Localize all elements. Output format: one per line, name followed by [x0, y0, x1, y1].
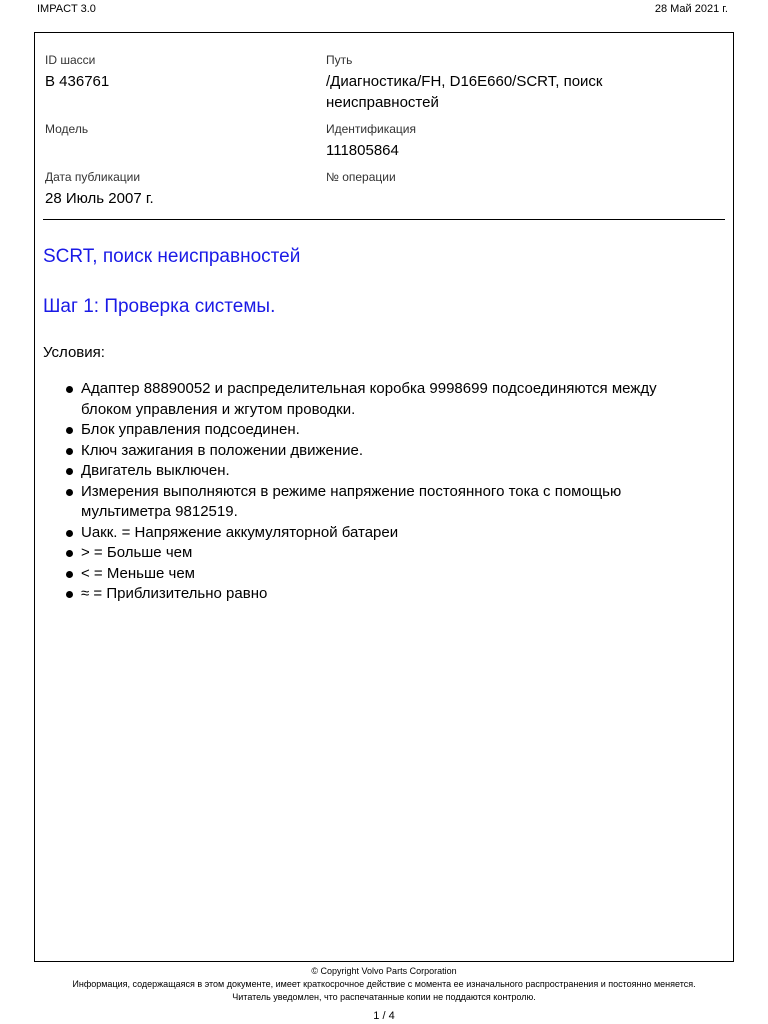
document-title: SCRT, поиск неисправностей: [43, 246, 301, 267]
operation-field: [326, 170, 396, 188]
list-item: [63, 482, 683, 523]
bullet-icon: [66, 571, 73, 578]
list-item-text: < = Меньше чем: [81, 564, 195, 582]
identification-value: 111805864: [326, 142, 399, 159]
identification-label: Идентификация: [326, 122, 416, 136]
document-frame: [34, 32, 734, 962]
operation-label: № операции: [326, 170, 396, 184]
conditions-label: Условия:: [43, 344, 105, 361]
list-item: [63, 379, 683, 420]
path-value: /Диагностика/FH, D16E660/SCRT, поиск неисправностей: [326, 73, 603, 111]
list-item: [63, 461, 683, 482]
identification-field: [326, 122, 416, 161]
app-name: IMPACT 3.0: [37, 3, 96, 15]
list-item: [63, 543, 683, 564]
bullet-icon: [66, 591, 73, 598]
step-heading: Шаг 1: Проверка системы.: [43, 296, 276, 317]
list-item-text: ≈ = Приблизительно равно: [81, 585, 268, 602]
list-item-text: Двигатель выключен.: [81, 462, 230, 479]
bullet-icon: [66, 489, 73, 496]
bullet-icon: [66, 427, 73, 434]
pub-date-field: [45, 170, 154, 209]
list-item-text: Блок управления подсоединен.: [81, 421, 300, 438]
list-item: [63, 420, 683, 441]
print-date: 28 Май 2021 г.: [654, 3, 728, 15]
list-item: [63, 523, 683, 544]
disclaimer-line-1: Информация, содержащаяся в этом документе, имеет краткосрочное действие с момента ее изначального распространения и постоянно меняется.: [72, 979, 696, 989]
bullet-icon: [66, 386, 73, 393]
list-item-text: Измерения выполняются в режиме напряжение постоянного тока с помощью мультиметра 9812519.: [81, 482, 622, 520]
list-item: [63, 564, 683, 585]
chassis-id-field: [45, 53, 109, 92]
header-divider: [43, 219, 725, 220]
list-item-text: Ключ зажигания в положении движение.: [81, 441, 364, 459]
chassis-id-value: B 436761: [45, 73, 110, 90]
bullet-icon: [66, 468, 73, 475]
bullet-icon: [66, 530, 73, 537]
list-item: [63, 441, 683, 462]
copyright: © Copyright Volvo Parts Corporation: [311, 966, 457, 976]
bullet-icon: [66, 550, 73, 557]
path-field: [326, 53, 646, 113]
model-label: Модель: [45, 122, 89, 136]
path-label: Путь: [326, 53, 353, 67]
pub-date-value: 28 Июль 2007 г.: [45, 190, 154, 207]
model-field: [45, 122, 88, 140]
chassis-id-label: ID шасси: [45, 53, 96, 67]
conditions-list: [63, 379, 683, 605]
bullet-icon: [66, 448, 73, 455]
pub-date-label: Дата публикации: [45, 170, 141, 184]
list-item-text: Uакк. = Напряжение аккумуляторной батареи: [81, 523, 399, 541]
disclaimer-line-2: Читатель уведомлен, что распечатанные копии не поддаются контролю.: [232, 992, 536, 1002]
list-item: [63, 584, 683, 605]
page-number: 1 / 4: [373, 1010, 395, 1022]
list-item-text: Адаптер 88890052 и распределительная коробка 9998699 подсоединяются между блоком управления и жгутом проводки.: [81, 380, 657, 418]
list-item-text: > = Больше чем: [81, 544, 193, 561]
